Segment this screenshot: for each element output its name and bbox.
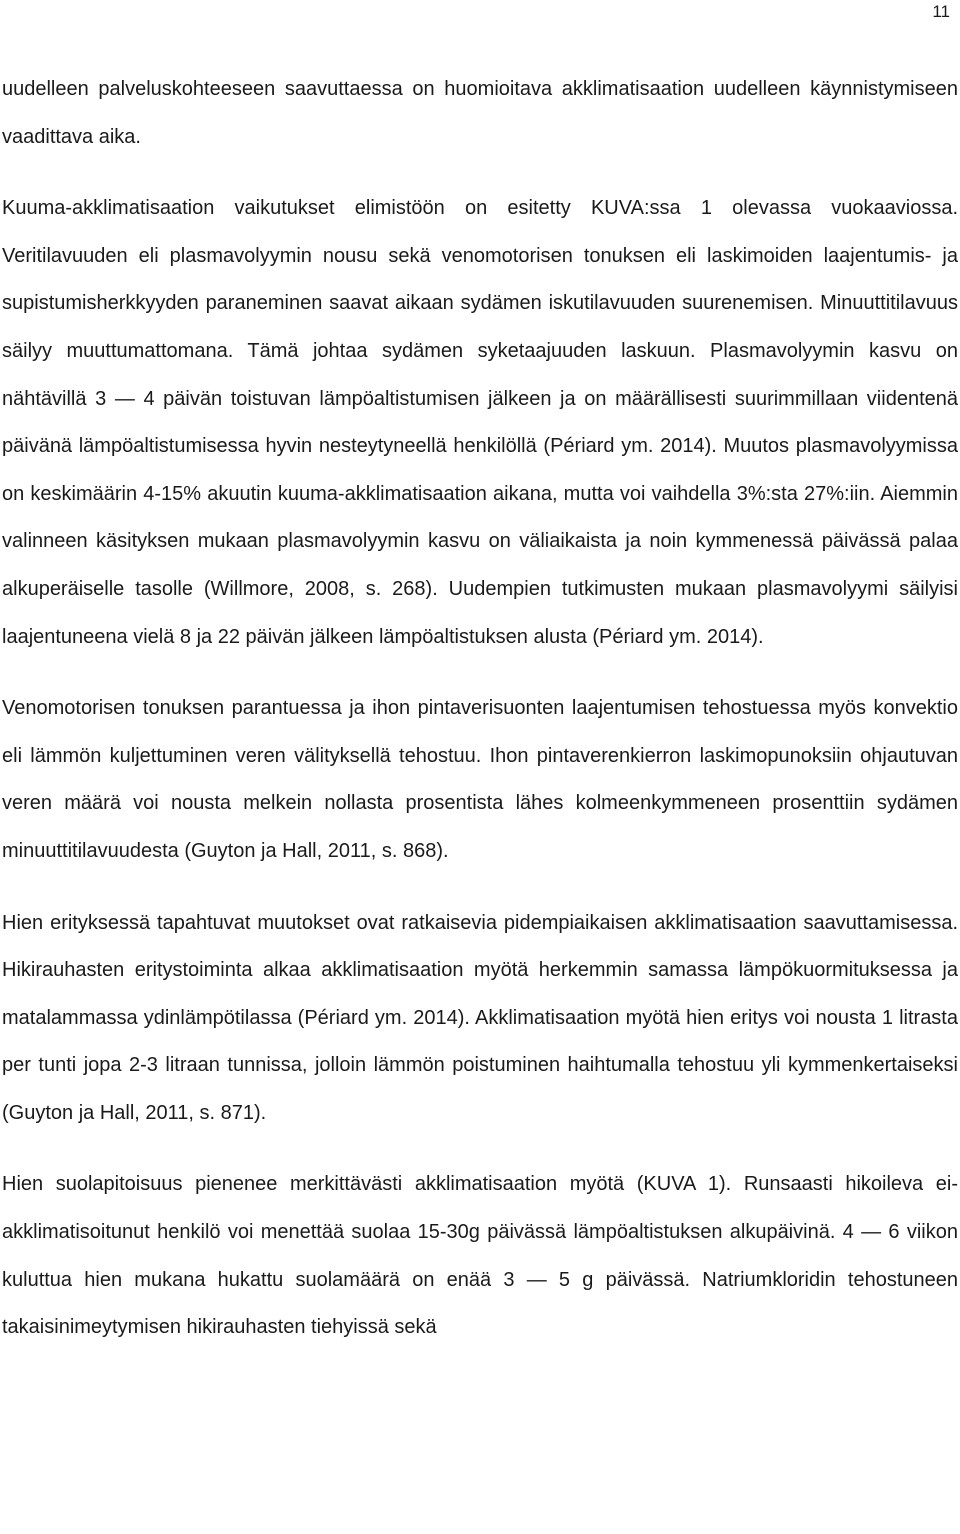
page-number: 11 (932, 2, 950, 21)
paragraph-heat-acclimatization-effects: Kuuma-akklimatisaation vaikutukset elimistöön on esitetty KUVA:ssa 1 olevassa vuokaaviossa. Veritilavuuden eli plasmavolyymin nousu sekä venomotorisen tonuksen eli laskimoiden laajentumis- ja supistumisherkkyyden paraneminen saavat aikaan sydämen iskutilavuuden suurenemisen. Minuuttitilavuus säilyy muuttumattomana. Tämä johtaa sydämen syketaajuuden laskuun. Plasmavolyymin kasvu on nähtävillä 3 — 4 päivän toistuvan lämpöaltistumisen jälkeen ja on määrällisesti suurimmillaan viidentenä päivänä lämpöaltistumisessa hyvin nesteytyneellä henkilöllä (Périard ym. 2014). Muutos plasmavolyymissa on keskimäärin 4-15% akuutin kuuma-akklimatisaation aikana, mutta voi vaihdella 3%:sta 27%:iin. Aiemmin valinneen käsityksen mukaan plasmavolyymin kasvu on väliaikaista ja noin kymmenessä päivässä palaa alkuperäiselle tasolle (Willmore, 2008, s. 268). Uudempien tutkimusten mukaan plasmavolyymi säilyisi laajentuneena vielä 8 ja 22 päivän jälkeen lämpöaltistuksen alusta (Périard ym. 2014). (2, 197, 958, 648)
paragraph-continuation: uudelleen palveluskohteeseen saavuttaessa on huomioitava akklimatisaation uudelleen käynnistymiseen vaadittava aika. (2, 78, 958, 148)
paragraph-venomotor-tone: Venomotorisen tonuksen parantuessa ja ihon pintaverisuonten laajentumisen tehostuessa myös konvektio eli lämmön kuljettuminen veren välityksellä tehostuu. Ihon pintaverenkierron laskimopunoksiin ohjautuvan veren määrä voi nousta melkein nollasta prosentista lähes kolmeenkymmeneen prosenttiin sydämen minuuttitilavuudesta (Guyton ja Hall, 2011, s. 868). (2, 697, 958, 862)
paragraph-sweat-secretion: Hien erityksessä tapahtuvat muutokset ovat ratkaisevia pidempiaikaisen akklimatisaation saavuttamisessa. Hikirauhasten eritystoiminta alkaa akklimatisaation myötä herkemmin samassa lämpökuormituksessa ja matalammassa ydinlämpötilassa (Périard ym. 2014). Akklimatisaation myötä hien eritys voi nousta 1 litrasta per tunti jopa 2-3 litraan tunnissa, jolloin lämmön poistuminen haihtumalla tehostuu yli kymmenkertaiseksi (Guyton ja Hall, 2011, s. 871). (2, 911, 958, 1124)
paragraph-sweat-salt: Hien suolapitoisuus pienenee merkittävästi akklimatisaation myötä (KUVA 1). Runsaasti hikoileva ei-akklimatisoitunut henkilö voi menettää suolaa 15-30g päivässä lämpöaltistuksen alkupäivinä. 4 — 6 viikon kuluttua hien mukana hukattu suolamäärä on enää 3 — 5 g päivässä. Natriumkloridin tehostuneen takaisinimeytymisen hikirauhasten tiehyissä sekä (2, 1173, 958, 1339)
body-text (2, 66, 958, 1352)
